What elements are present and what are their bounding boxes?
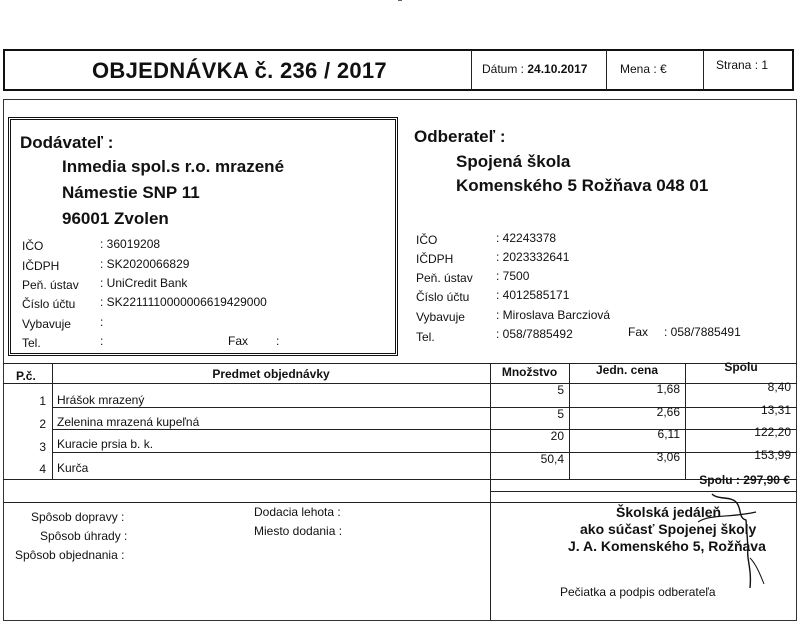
supplier-icdph-label: IČDPH (22, 259, 60, 273)
grand-total-label: Spolu : (699, 473, 740, 487)
date-value: 24.10.2017 (527, 62, 588, 76)
supplier-tel-value: : (100, 334, 104, 348)
supplier-street: Námestie SNP 11 (62, 183, 200, 202)
customer-account-value: : 4012585171 (496, 288, 570, 302)
customer-ico-label: IČO (416, 233, 438, 247)
customer-contact-value: : Miroslava Barcziová (496, 308, 611, 322)
customer-account-label: Číslo účtu (416, 290, 470, 304)
row-price: 3,06 (656, 450, 680, 464)
stamp-line: Školská jedáleň (616, 504, 722, 520)
supplier-contact-value: : (100, 315, 104, 329)
row-number: 2 (39, 417, 46, 431)
currency-field (620, 62, 667, 76)
table-header-total: Spolu (724, 360, 758, 374)
row-qty: 5 (557, 383, 564, 397)
supplier-account-value: : SK2211110000006619429000 (100, 295, 267, 309)
stamp-line: J. A. Komenského 5, Rožňava (568, 538, 766, 554)
page-value: 1 (761, 58, 769, 72)
header-divider (703, 50, 704, 90)
customer-bank-label: Peň. ústav (416, 271, 473, 285)
signature-label: Pečiatka a podpis odberateľa (560, 585, 716, 599)
row-price: 6,11 (657, 427, 680, 441)
supplier-contact-label: Vybavuje (22, 317, 71, 331)
supplier-ico-label: IČO (22, 239, 44, 253)
row-number: 4 (39, 462, 46, 476)
row-total: 8,40 (767, 380, 791, 394)
payment-label: Spôsob úhrady : (40, 529, 128, 543)
scan-mark (398, 0, 402, 4)
footer-divider (490, 491, 491, 621)
customer-name: Spojená škola (456, 152, 571, 171)
row-number: 3 (39, 440, 46, 454)
supplier-account-label: Číslo účtu (22, 297, 76, 311)
footer-separator (3, 502, 797, 503)
stamp-line: ako súčasť Spojenej školy (580, 521, 757, 537)
customer-icdph-label: IČDPH (416, 252, 454, 266)
customer-address: Komenského 5 Rožňava 048 01 (456, 176, 709, 195)
row-price: 2,66 (656, 405, 680, 419)
currency-value: € (660, 62, 667, 76)
row-qty: 50,4 (540, 452, 564, 466)
row-number: 1 (39, 394, 46, 408)
supplier-ico-value: : 36019208 (100, 237, 161, 251)
supplier-icdph-value: : SK2020066829 (100, 257, 190, 271)
supplier-heading: Dodávateľ : (20, 133, 114, 152)
row-qty: 20 (550, 429, 564, 443)
customer-tel-value: : 058/7885492 (496, 327, 573, 341)
page-label: Strana : (716, 58, 759, 72)
date-field (482, 62, 587, 76)
ordering-label: Spôsob objednania : (15, 548, 125, 562)
table-header-no: P.č. (16, 369, 36, 383)
transport-label: Spôsob dopravy : (31, 510, 125, 524)
table-header-qty: Množstvo (501, 365, 558, 379)
table-header-price: Jedn. cena (595, 363, 659, 377)
customer-fax-value: : 058/7885491 (664, 325, 741, 339)
row-item: Zelenina mrazená kupeľná (57, 415, 200, 429)
customer-icdph-value: : 2023332641 (496, 250, 570, 264)
header-divider (606, 50, 607, 90)
header-divider (471, 50, 472, 90)
grand-total (600, 473, 790, 487)
row-item: Kurča (57, 461, 89, 475)
customer-tel-label: Tel. (416, 330, 435, 344)
supplier-fax-value: : (276, 334, 280, 348)
supplier-bank-label: Peň. ústav (22, 278, 79, 292)
grand-total-value: 297,90 € (743, 473, 790, 487)
supplier-tel-label: Tel. (22, 336, 41, 350)
supplier-name: Inmedia spol.s r.o. mrazené (62, 157, 285, 176)
supplier-city: 96001 Zvolen (62, 209, 169, 228)
supplier-bank-value: : UniCredit Bank (100, 276, 188, 290)
date-label: Dátum : (482, 62, 525, 76)
customer-bank-value: : 7500 (496, 269, 530, 283)
table-header-item: Predmet objednávky (212, 367, 330, 381)
delivery-term-label: Dodacia lehota : (254, 505, 341, 519)
delivery-place-label: Miesto dodania : (254, 524, 343, 538)
row-total: 13,31 (760, 403, 791, 417)
row-total: 122,20 (754, 425, 791, 439)
currency-label: Mena : (620, 62, 657, 76)
page-number-field (716, 58, 768, 72)
customer-ico-value: : 42243378 (496, 231, 557, 245)
customer-heading: Odberateľ : (414, 127, 506, 146)
row-qty: 5 (557, 407, 564, 421)
row-item: Kuracie prsia b. k. (57, 437, 154, 451)
row-total: 153,99 (754, 448, 791, 462)
signature (690, 488, 770, 598)
page-title: OBJEDNÁVKA č. 236 / 2017 (92, 58, 387, 83)
customer-fax-label: Fax (628, 325, 649, 339)
row-item: Hrášok mrazený (57, 393, 145, 407)
supplier-fax-label: Fax (228, 334, 249, 348)
row-price: 1,68 (656, 382, 680, 396)
customer-contact-label: Vybavuje (416, 310, 465, 324)
